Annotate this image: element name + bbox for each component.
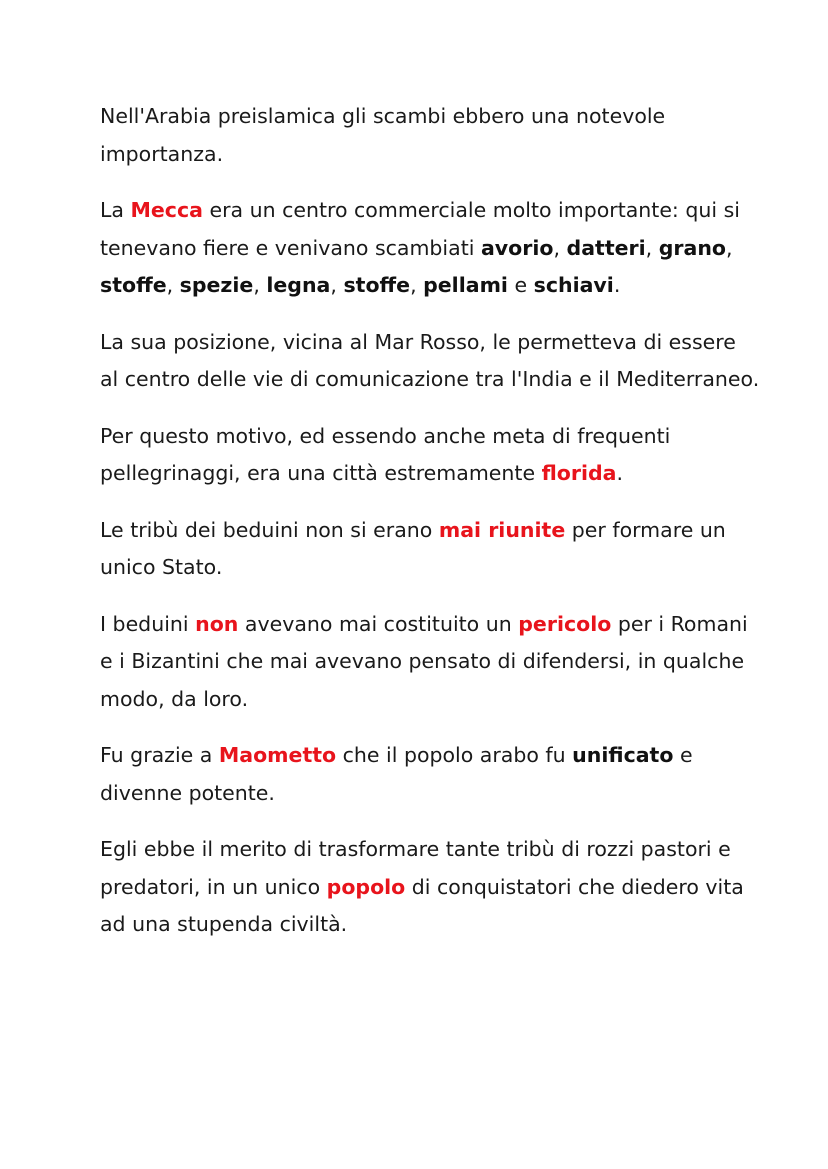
highlighted-term: pericolo — [518, 611, 612, 636]
highlighted-term: Mecca — [130, 198, 203, 222]
highlighted-term: non — [195, 611, 239, 636]
text-run: e — [507, 273, 534, 297]
text-run: avevano mai costituito un — [238, 611, 519, 636]
text-run: , — [645, 235, 659, 260]
text-run: , — [553, 235, 567, 260]
text-run: Nell'Arabia preislamica gli scambi ebbero una notevole importanza. — [100, 104, 666, 166]
bold-term: stoffe — [100, 273, 167, 297]
text-run: Per questo motivo, ed essendo anche meta di frequenti pellegrinaggi, era una città estremamente — [100, 423, 671, 485]
document-body — [100, 98, 760, 963]
bold-term: avorio — [480, 235, 554, 260]
text-run: La sua posizione, vicina al Mar Rosso, le permetteva di essere al centro delle vie di comunicazione tra l'India e il Mediterraneo. — [100, 329, 760, 391]
text-run: era un centro commerciale molto importante: qui si tenevano fiere e venivano scambiati — [100, 198, 740, 260]
highlighted-term: Maometto — [218, 743, 337, 767]
paragraph-2 — [100, 192, 760, 305]
text-run: , — [330, 273, 344, 297]
text-run: Le tribù dei beduini non si erano — [100, 517, 439, 542]
bold-term: spezie — [179, 273, 254, 297]
text-run: e divenne potente. — [100, 743, 693, 805]
text-run: , — [166, 273, 180, 297]
highlighted-term: florida — [541, 461, 617, 485]
text-run: Egli ebbe il merito di trasformare tante tribù di rozzi pastori e predatori, in un unico — [100, 837, 731, 899]
paragraph-8 — [100, 831, 760, 944]
text-run: che il popolo arabo fu — [336, 743, 573, 767]
paragraph-7 — [100, 737, 760, 812]
text-run: per formare un unico Stato. — [100, 517, 726, 579]
text-run: . — [616, 461, 624, 485]
bold-term: legna — [266, 273, 331, 297]
paragraph-1 — [100, 98, 760, 173]
paragraph-4 — [100, 418, 760, 493]
bold-term: datteri — [566, 235, 646, 260]
bold-term: grano — [658, 235, 727, 260]
highlighted-term: popolo — [326, 874, 406, 899]
text-run: . — [613, 273, 621, 297]
text-run: Fu grazie a — [100, 743, 219, 767]
bold-term: schiavi — [533, 273, 614, 297]
text-run: , — [726, 235, 733, 260]
bold-term: stoffe — [343, 273, 411, 297]
bold-term: unificato — [572, 743, 674, 767]
text-run: I beduini — [100, 611, 196, 636]
text-run: di conquistatori che diedero vita ad una stupenda civiltà. — [100, 874, 744, 936]
bold-term: pellami — [423, 273, 508, 297]
paragraph-5 — [100, 512, 760, 587]
highlighted-term: mai riunite — [438, 517, 566, 542]
text-run: , — [410, 273, 424, 297]
paragraph-6 — [100, 606, 760, 719]
text-run: La — [100, 198, 131, 222]
text-run: per i Romani e i Bizantini che mai avevano pensato di difendersi, in qualche modo, da loro. — [100, 611, 748, 711]
paragraph-3 — [100, 324, 760, 399]
text-run: , — [253, 273, 267, 297]
